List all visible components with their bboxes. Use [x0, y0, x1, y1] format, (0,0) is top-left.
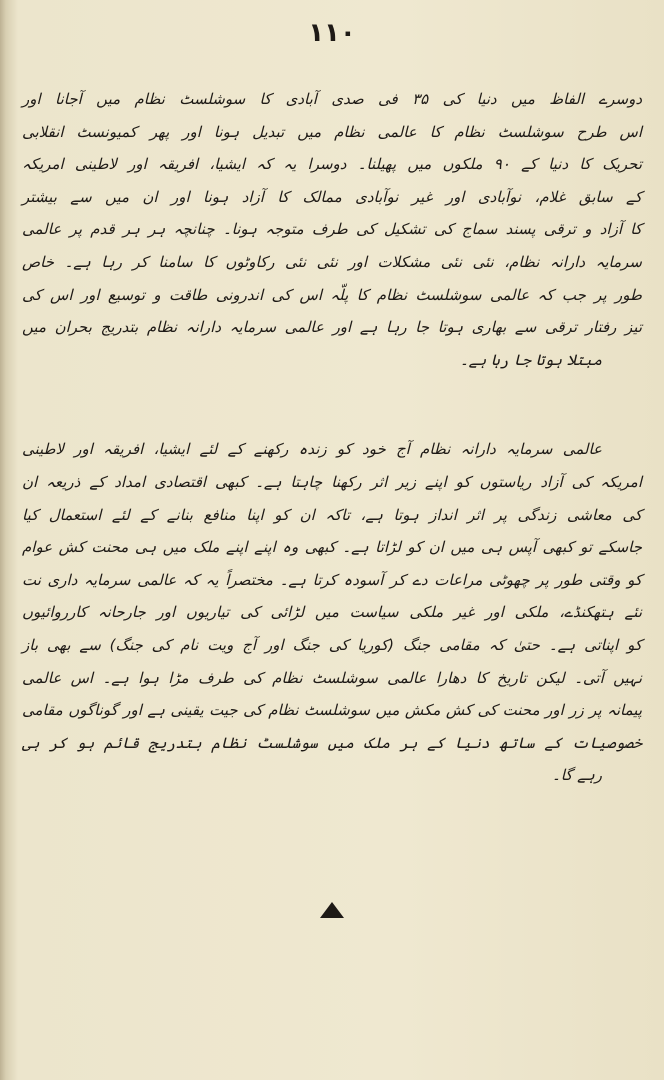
text-line: امریکہ کی آزاد ریاستوں کو اپنے زیر اثر رکھنا چاہتا ہے۔ کبھی اقتصادی امداد کے ذریعہ ان	[22, 472, 642, 491]
text-line: کی معاشی زندگی پر اثر انداز ہوتا ہے، تاکہ ان کو اپنا منافع بنانے کے لئے استعمال کیا	[22, 505, 642, 524]
triangle-icon	[320, 902, 344, 918]
body-text	[22, 83, 642, 792]
page-number: ۱۱۰	[308, 18, 356, 48]
text-line: نہیں آتی۔ لیکن تاریخ کا دھارا عالمی سوشلسٹ نظام کی طرف مڑا ہوا ہے۔ اس عالمی	[22, 668, 642, 687]
text-line: کو اپناتی ہے۔ حتیٰ کہ مقامی جنگ (کوریا کی جنگ اور آج ویت نام کی جنگ) سے بھی باز	[22, 635, 642, 654]
text-line: رہے گا۔	[551, 766, 602, 785]
text-line: کا آزاد و ترقی پسند سماج کی تشکیل کی طرف متوجہ ہونا۔ چنانچہ ہر ہر قدم پر عالمی	[22, 220, 642, 239]
text-line: عالمی سرمایہ دارانہ نظام آج خود کو زندہ رکھنے کے لئے ایشیا، افریقہ اور لاطینی	[22, 440, 602, 459]
text-line: دوسرے الفاظ میں دنیا کی ۳۵ فی صدی آبادی کا سوشلسٹ نظام میں آجانا اور	[22, 90, 642, 108]
text-line: مبتلا ہوتا جا رہا ہے۔	[459, 350, 602, 369]
text-line: کو وقتی طور پر چھوٹی مراعات دے کر آسودہ کرتا ہے۔ مختصراً یہ کہ عالمی سرمایہ داری نت	[22, 570, 642, 589]
text-line: اس طرح سوشلسٹ نظام کا عالمی نظام میں تبدیل ہونا اور پھر کمیونسٹ انقلابی	[22, 122, 642, 141]
paragraph-1	[22, 83, 642, 376]
text-line: جاسکے تو کبھی آپس ہی میں ان کو لڑاتا ہے۔ کبھی وہ اپنے اپنے ملک میں ہی محنت کش عوام	[22, 538, 642, 557]
text-line: کے سابق غلام، نوآبادی اور غیر نوآبادی ممالک کا آزاد ہونا اور ان میں سے بیشتر	[22, 187, 642, 206]
text-line: تیز رفتار ترقی سے بھاری ہوتا جا رہا ہے اور عالمی سرمایہ دارانہ نظام بتدریج بحران میں	[22, 318, 642, 337]
paragraph-2	[22, 433, 642, 792]
text-line: طور پر جب کہ عالمی سوشلسٹ نظام کا پلّہ اس کی اندرونی طاقت و توسیع اور اس کی	[22, 285, 642, 304]
text-line: نئے ہتھکنڈے، ملکی اور غیر ملکی سیاست میں لڑائی کی تیاریوں اور جارحانہ کارروائیوں	[22, 603, 642, 622]
text-line: خصوصیات کے ساتھ دنیا کے ہر ملک میں سوشلسٹ نظام بتدریج قائم ہو کر ہی	[22, 733, 642, 752]
text-line: پیمانہ پر زر اور محنت کی کش مکش میں سوشلسٹ نظام کی جیت یقینی ہے اور گوناگوں مقامی	[22, 701, 642, 720]
text-line: سرمایہ دارانہ نظام، نئی نئی مشکلات اور نئی نئی رکاوٹوں کا سامنا کر رہا ہے۔ خاص	[22, 252, 642, 271]
text-line: تحریک کا دنیا کے ۹۰ ملکوں میں پھیلنا۔ دوسرا یہ کہ ایشیا، افریقہ اور لاطینی امریکہ	[22, 155, 643, 174]
